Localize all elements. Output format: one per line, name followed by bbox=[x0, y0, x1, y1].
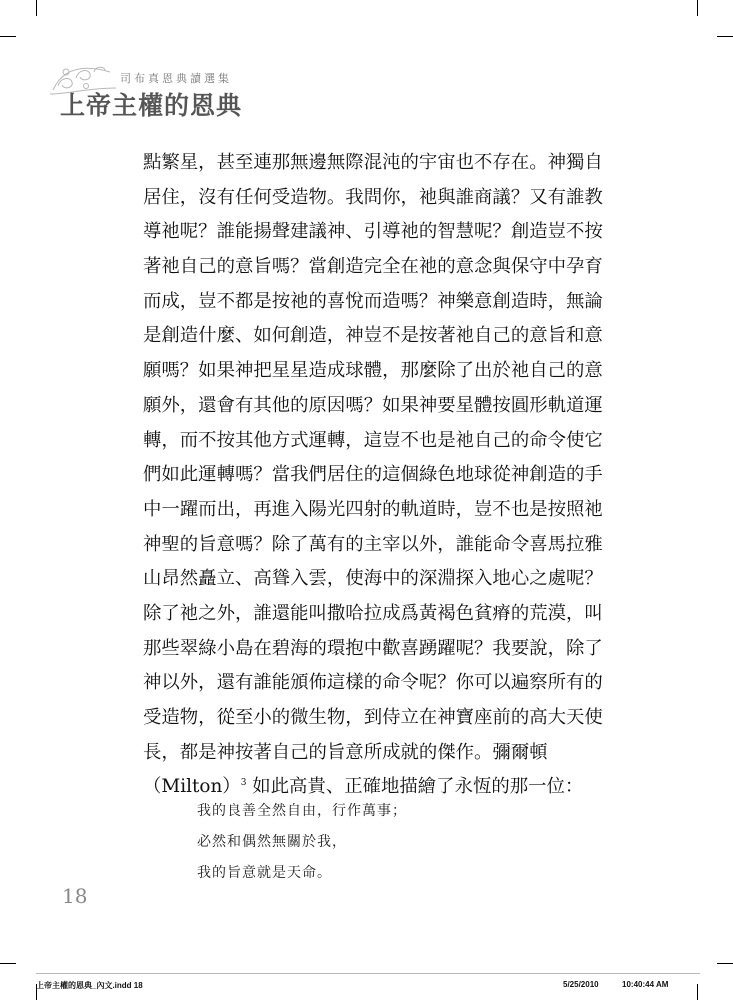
text-line: 們如此運轉嗎？當我們居住的這個綠色地球從神創造的手 bbox=[143, 464, 603, 486]
poem-line: 我的良善全然自由，行作萬事； bbox=[197, 803, 407, 819]
text-line: 受造物，從至小的微生物，到侍立在神寶座前的高大天使 bbox=[143, 707, 603, 728]
slug-date: 5/25/2010 bbox=[563, 980, 599, 989]
text-line: 山昂然矗立、高聳入雲，使海中的深淵探入地心之處呢？ bbox=[143, 568, 603, 590]
crop-mark bbox=[0, 963, 16, 964]
text-line: 神聖的旨意嗎？除了萬有的主宰以外，誰能命令喜馬拉雅 bbox=[143, 533, 603, 555]
text-line: 中一躍而出，再進入陽光四射的軌道時，豈不也是按照祂 bbox=[143, 498, 603, 520]
crop-mark bbox=[36, 0, 37, 16]
text-line: 是創造什麼、如何創造，神豈不是按著祂自己的意旨和意 bbox=[143, 325, 603, 347]
slug-time: 10:40:44 AM bbox=[622, 980, 669, 989]
text-line: 除了祂之外，誰還能叫撒哈拉成爲黃褐色貧瘠的荒漠，叫 bbox=[143, 602, 603, 624]
crop-mark bbox=[0, 36, 16, 37]
text-line: 點繁星，甚至連那無邊無際混沌的宇宙也不存在。神獨自 bbox=[143, 152, 603, 173]
crop-mark bbox=[717, 963, 733, 964]
poem-quote bbox=[197, 796, 407, 889]
page-number: 18 bbox=[62, 884, 88, 908]
text-line: 神以外，還有誰能頒佈這樣的命令呢？你可以遍察所有的 bbox=[143, 672, 603, 694]
slug-rule bbox=[36, 973, 700, 974]
body-text bbox=[143, 146, 603, 805]
text-line: 居住，沒有任何受造物。我問你，祂與誰商議？又有誰教 bbox=[143, 186, 603, 208]
text-line: 長，都是神按著自己的旨意所成就的傑作。彌爾頓 bbox=[143, 741, 548, 763]
text-line: 願外，還會有其他的原因嗎？如果神要星體按圓形軌道運 bbox=[143, 394, 603, 416]
text-line: 轉，而不按其他方式運轉，這豈不也是祂自己的命令使它 bbox=[143, 429, 603, 451]
slug-filename: 上帝主權的恩典_內文.indd 18 bbox=[36, 981, 143, 990]
series-title: 司布真恩典讀選集 bbox=[120, 72, 232, 85]
text-line: 願嗎？如果神把星星造成球體，那麼除了出於祂自己的意 bbox=[143, 360, 603, 382]
poem-line: 我的旨意就是天命。 bbox=[197, 865, 332, 881]
crop-mark bbox=[697, 0, 698, 16]
book-title: 上帝主權的恩典 bbox=[60, 91, 243, 120]
crop-mark bbox=[717, 36, 733, 37]
crop-mark bbox=[697, 984, 698, 1000]
footnote-ref: 3 bbox=[240, 778, 247, 789]
milton-name: （Milton） bbox=[143, 776, 241, 798]
line-continuation: 如此高貴、正確地描繪了永恆的那一位： bbox=[246, 776, 584, 798]
text-line: 導祂呢？誰能揚聲建議神、引導祂的智慧呢？創造豈不按 bbox=[143, 221, 603, 243]
text-line: 那些翠綠小島在碧海的環抱中歡喜踴躍呢？我要說，除了 bbox=[143, 637, 603, 659]
text-line: 著祂自己的意旨嗎？當創造完全在祂的意念與保守中孕育 bbox=[143, 256, 603, 278]
text-line: 而成，豈不都是按祂的喜悅而造嗎？神樂意創造時，無論 bbox=[143, 290, 603, 312]
poem-line: 必然和偶然無關於我， bbox=[197, 834, 347, 850]
